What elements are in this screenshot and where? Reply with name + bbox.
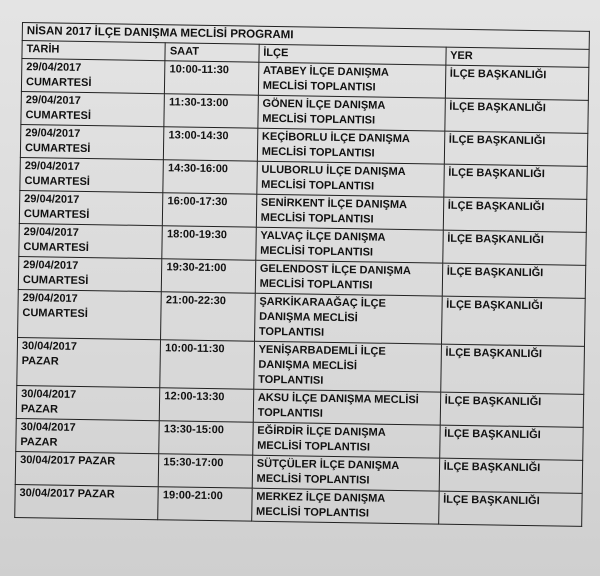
place-cell-place: İLÇE BAŞKANLIĞI — [443, 460, 541, 475]
time-cell — [159, 421, 253, 455]
time-cell — [163, 193, 257, 227]
date-cell — [20, 157, 164, 192]
place-cell-place: İLÇE BAŞKANLIĞI — [444, 427, 541, 442]
place-cell — [439, 458, 583, 493]
district-cell-district: YALVAÇ İLÇE DANIŞMA — [260, 229, 386, 244]
time-cell-time: 19:30-21:00 — [166, 261, 227, 275]
date-cell-date: 30/04/2017 — [21, 388, 77, 401]
district-cell-district2: MECLİSİ TOPLANTISI — [255, 505, 370, 520]
district-cell-district: ATABEY İLÇE DANIŞMA — [262, 64, 389, 79]
district-cell-district2: DANIŞMA MECLİSİ — [258, 358, 358, 373]
place-cell — [442, 230, 586, 265]
time-cell — [160, 340, 254, 389]
time-cell-time: 19:00-21:00 — [162, 489, 223, 503]
district-cell-district: MERKEZ İLÇE DANIŞMA — [256, 490, 386, 505]
date-cell-day: CUMARTESİ — [25, 76, 92, 90]
time-cell — [158, 487, 252, 521]
date-cell-day: CUMARTESİ — [22, 274, 89, 288]
program-sheet — [14, 22, 592, 527]
district-cell — [257, 161, 444, 197]
time-cell — [163, 160, 257, 194]
district-cell-district: YENİŞARBADEMLİ İLÇE — [258, 343, 386, 358]
date-cell-day: CUMARTESİ — [24, 175, 90, 189]
place-cell — [438, 491, 582, 526]
time-cell-time: 15:30-17:00 — [163, 456, 224, 470]
date-cell-date: 30/04/2017 PAZAR — [20, 454, 116, 468]
time-cell-time: 10:00-11:30 — [165, 342, 225, 356]
time-cell-time: 16:00-17:30 — [167, 195, 228, 209]
district-cell-district2: MECLİSİ TOPLANTISI — [257, 439, 371, 454]
district-cell-district: SÜTÇÜLER İLÇE DANIŞMA — [256, 457, 400, 472]
district-cell — [253, 389, 440, 425]
time-cell — [162, 259, 256, 293]
place-cell-place: İLÇE BAŞKANLIĞI — [445, 346, 543, 361]
district-cell — [252, 455, 439, 491]
district-cell — [258, 62, 445, 98]
time-cell — [164, 127, 258, 161]
time-cell-time: 14:30-16:00 — [167, 162, 229, 176]
district-cell-district: ULUBORLU İLÇE DANIŞMA — [261, 163, 406, 179]
date-cell — [15, 451, 159, 486]
place-cell-place: İLÇE BAŞKANLIĞI — [448, 133, 546, 148]
district-cell — [256, 227, 443, 263]
header-date: TARİH — [22, 41, 166, 61]
date-cell-date: 29/04/2017 — [25, 94, 81, 107]
date-cell-date: 30/04/2017 — [21, 340, 78, 353]
district-cell-district: AKSU İLÇE DANIŞMA MECLİSİ — [257, 391, 419, 407]
time-cell — [161, 292, 255, 341]
program-table — [14, 22, 590, 527]
date-cell-date: 29/04/2017 — [25, 127, 81, 140]
time-cell — [162, 226, 256, 260]
date-cell — [16, 385, 160, 420]
place-cell-place: İLÇE BAŞKANLIĞI — [443, 493, 540, 508]
time-cell — [160, 388, 254, 422]
place-cell — [443, 164, 587, 199]
date-cell-day: CUMARTESİ — [23, 241, 89, 255]
date-cell — [17, 337, 161, 387]
date-cell-day: CUMARTESİ — [25, 109, 92, 123]
district-cell-district2: MECLİSİ TOPLANTISI — [261, 145, 375, 160]
place-cell-place: İLÇE BAŞKANLIĞI — [449, 100, 546, 115]
date-cell — [20, 124, 164, 159]
place-cell — [439, 425, 583, 460]
place-cell-place: İLÇE BAŞKANLIĞI — [444, 394, 542, 409]
district-cell-district2: MECLİSİ TOPLANTISI — [259, 277, 373, 292]
district-cell-district2: MECLİSİ TOPLANTISI — [260, 211, 374, 226]
date-cell-date: 29/04/2017 — [23, 259, 79, 272]
date-cell — [21, 59, 165, 94]
time-cell-time: 13:00-14:30 — [168, 129, 229, 143]
district-cell — [252, 422, 439, 458]
time-cell — [165, 61, 259, 95]
district-cell-district: KEÇİBORLU İLÇE DANIŞMA — [261, 130, 410, 146]
place-cell — [441, 296, 585, 346]
district-cell — [251, 488, 438, 524]
district-cell-district: GÖNEN İLÇE DANIŞMA — [262, 97, 386, 112]
district-cell — [256, 194, 443, 230]
district-cell-district: EĞİRDİR İLÇE DANIŞMA — [257, 424, 386, 439]
place-cell — [443, 197, 587, 232]
district-cell-district3: TOPLANTISI — [258, 373, 324, 387]
place-cell — [440, 344, 584, 394]
header-place: YER — [445, 47, 589, 67]
date-cell — [18, 289, 162, 339]
place-cell-place: İLÇE BAŞKANLIĞI — [447, 199, 545, 214]
district-cell-district: SENİRKENT İLÇE DANIŞMA — [260, 196, 408, 212]
date-cell-day: PAZAR — [20, 436, 58, 449]
district-cell-district2: MECLİSİ TOPLANTISI — [262, 112, 376, 127]
district-cell-district2: DANIŞMA MECLİSİ — [259, 310, 358, 325]
district-cell — [254, 341, 442, 392]
place-cell — [444, 98, 588, 133]
time-cell-time: 21:00-22:30 — [165, 294, 226, 308]
place-cell — [445, 65, 589, 100]
time-cell-time: 13:30-15:00 — [163, 423, 224, 437]
place-cell — [444, 131, 588, 166]
district-cell — [255, 260, 442, 296]
date-cell-date: 29/04/2017 — [22, 292, 78, 305]
date-cell-day: CUMARTESİ — [23, 208, 90, 222]
district-cell-district: GELENDOST İLÇE DANIŞMA — [259, 262, 411, 278]
date-cell — [18, 256, 162, 291]
date-cell-date: 29/04/2017 — [24, 193, 80, 206]
date-cell-date: 30/04/2017 PAZAR — [19, 487, 115, 501]
district-cell-district: ŞARKİKARAAĞAÇ İLÇE — [259, 295, 386, 310]
place-cell-place: İLÇE BAŞKANLIĞI — [446, 298, 543, 313]
place-cell — [440, 392, 584, 427]
date-cell — [19, 223, 163, 258]
district-cell-district2: MECLİSİ TOPLANTISI — [260, 244, 374, 259]
district-cell-district2: MECLİSİ TOPLANTISI — [262, 79, 376, 94]
date-cell-date: 29/04/2017 — [24, 160, 80, 173]
district-cell-district2: MECLİSİ TOPLANTISI — [256, 472, 370, 487]
district-cell — [258, 95, 445, 131]
time-cell-time: 11:30-13:00 — [168, 96, 229, 110]
time-cell-time: 18:00-19:30 — [166, 228, 228, 242]
date-cell — [15, 484, 159, 519]
date-cell — [19, 190, 163, 225]
date-cell — [21, 91, 165, 126]
place-cell-place: İLÇE BAŞKANLIĞI — [448, 166, 545, 181]
district-cell-district2: TOPLANTISI — [257, 406, 323, 420]
header-district: İLÇE — [259, 44, 446, 65]
date-cell-day: CUMARTESİ — [24, 142, 91, 156]
time-cell-time: 10:00-11:30 — [169, 63, 230, 77]
place-cell-place: İLÇE BAŞKANLIĞI — [446, 265, 544, 280]
district-cell-district3: TOPLANTISI — [258, 325, 325, 339]
place-cell-place: İLÇE BAŞKANLIĞI — [447, 232, 544, 247]
table-title: NİSAN 2017 İLÇE DANIŞMA MECLİSİ PROGRAMI — [22, 23, 589, 50]
district-cell — [254, 293, 442, 344]
time-cell — [164, 94, 258, 128]
date-cell-day: PAZAR — [21, 355, 59, 368]
date-cell-day: PAZAR — [20, 403, 59, 416]
time-cell — [159, 454, 253, 488]
header-time: SAAT — [165, 43, 259, 62]
date-cell-date: 29/04/2017 — [26, 61, 82, 74]
time-cell-time: 12:00-13:30 — [164, 390, 225, 404]
date-cell-day: CUMARTESİ — [22, 307, 88, 321]
date-cell-date: 30/04/2017 — [20, 421, 76, 434]
place-cell-place: İLÇE BAŞKANLIĞI — [449, 67, 547, 82]
district-cell-district2: MECLİSİ TOPLANTISI — [261, 178, 375, 193]
date-cell-date: 29/04/2017 — [23, 226, 79, 239]
place-cell — [442, 263, 586, 298]
date-cell — [16, 418, 160, 453]
district-cell — [257, 128, 444, 164]
